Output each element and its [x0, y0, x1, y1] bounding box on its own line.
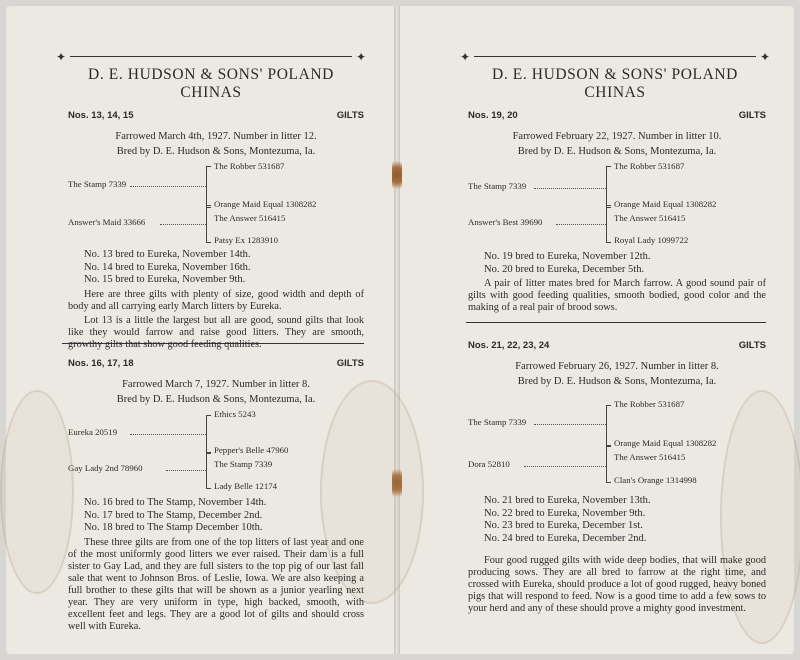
sire: The Stamp 7339 — [68, 179, 127, 189]
dam: Dora 52810 — [468, 459, 510, 469]
breeding-list — [68, 249, 364, 287]
breeding-line: No. 14 bred to Eureka, November 16th. — [84, 261, 251, 273]
breeding-list — [468, 251, 766, 276]
breeding-line: No. 24 bred to Eureka, December 2nd. — [484, 532, 647, 544]
dam-dam: Lady Belle 12174 — [214, 481, 278, 491]
dam: Answer's Maid 33666 — [68, 217, 146, 227]
page-title: D. E. HUDSON & SONS' POLAND CHINAS — [492, 66, 738, 101]
description: Four good rugged gilts with wide deep bodies, that will make good producing sows. They are all bred to farrow at the right time, and crossed with Eureka, should produce a lot of good rugged, heavy boned pigs that will respond to feed. Now is a good time to add a few sows to your herd and any of these should prove a mighty good investment. — [468, 555, 766, 614]
description: Lot 13 is a little the largest but all are good, sound gilts that look like they would farrow and raise good litters. They are smooth, growthy gilts that show good feeding qualities. — [68, 314, 364, 350]
breeding-line: No. 15 bred to Eureka, November 9th. — [84, 274, 246, 285]
breeding-line: No. 22 bred to Eureka, November 9th. — [484, 507, 646, 519]
sire-dam: Orange Maid Equal 1308282 — [614, 438, 717, 448]
breeding-line: No. 16 bred to The Stamp, November 14th. — [84, 497, 267, 508]
lot-kind: GILTS — [336, 358, 364, 369]
dam-dam: Patsy Ex 1283910 — [214, 235, 279, 245]
lot-numbers: Nos. 19, 20 — [468, 110, 518, 121]
breeder-info: Bred by D. E. Hudson & Sons, Montezuma, Ia. — [517, 146, 717, 157]
left-page-content — [6, 0, 394, 660]
dam: Answer's Best 39690 — [468, 217, 543, 227]
lot-section — [68, 110, 364, 351]
lot-numbers: Nos. 13, 14, 15 — [68, 110, 134, 121]
breeding-line: No. 17 bred to The Stamp, December 2nd. — [84, 509, 263, 521]
breeding-list — [468, 495, 766, 545]
breeding-line: No. 18 bred to The Stamp December 10th. — [84, 522, 263, 533]
breeding-line: No. 13 bred to Eureka, November 14th. — [84, 249, 251, 260]
breeding-line: No. 19 bred to Eureka, November 12th. — [484, 251, 651, 262]
ornament-rule — [460, 50, 770, 64]
lot-section — [468, 340, 766, 615]
breeding-line: No. 20 bred to Eureka, December 5th. — [484, 263, 645, 275]
section-divider — [62, 343, 364, 344]
lot-section — [468, 110, 766, 314]
lot-numbers: Nos. 16, 17, 18 — [68, 358, 134, 369]
ornament-icon: ✦ — [460, 50, 471, 64]
description: These three gilts are from one of the top litters of last year and one of the most uniformly good litters we ever raised. Their dam is a full sister to Gay Lad, and they are full sisters to the top pig of our last fall sale that went to Johnson Bros. of Leslie, Iowa. We are also keeping a full brother to these gilts that will be shown as a junior yearling next year. They are very uniform in type, high backed, smooth, with excellent feet and legs. They are a good lot of gilts and should cross well with Eureka. — [68, 536, 364, 632]
farrow-info: Farrowed February 22, 1927. Number in litter 10. — [512, 131, 722, 142]
sire: Eureka 20519 — [68, 427, 118, 437]
section-divider — [466, 322, 766, 323]
description: Here are three gilts with plenty of size, good width and depth of body and all carrying early March litters by Eureka. — [68, 288, 364, 312]
sire: The Stamp 7339 — [468, 181, 527, 191]
right-page-content — [400, 0, 794, 660]
ornament-icon: ✦ — [355, 50, 366, 64]
ornament-icon: ✦ — [56, 50, 67, 64]
lot-numbers: Nos. 21, 22, 23, 24 — [468, 340, 550, 351]
sire-dam: Pepper's Belle 47960 — [214, 445, 289, 455]
breeding-line: No. 21 bred to Eureka, November 13th. — [484, 495, 651, 506]
breeding-line: No. 23 bred to Eureka, December 1st. — [484, 520, 643, 531]
pedigree — [68, 161, 364, 245]
lot-kind: GILTS — [738, 110, 766, 121]
breeder-info: Bred by D. E. Hudson & Sons, Montezuma, Ia. — [116, 394, 316, 405]
breeder-info: Bred by D. E. Hudson & Sons, Montezuma, Ia. — [517, 376, 717, 387]
lot-section — [68, 358, 364, 633]
sire-sire: The Robber 531687 — [614, 399, 685, 409]
lot-kind: GILTS — [738, 340, 766, 351]
farrow-info: Farrowed March 7, 1927. Number in litter 8. — [122, 379, 310, 390]
dam-dam: Clan's Orange 1314998 — [614, 475, 697, 485]
dam-sire: The Answer 516415 — [614, 452, 686, 462]
sire-sire: The Robber 531687 — [614, 161, 685, 171]
dam-sire: The Stamp 7339 — [214, 459, 273, 469]
dam-sire: The Answer 516415 — [614, 213, 686, 223]
dam: Gay Lady 2nd 78960 — [68, 463, 143, 473]
pedigree — [468, 161, 766, 245]
lot-kind: GILTS — [336, 110, 364, 121]
page-title: D. E. HUDSON & SONS' POLAND CHINAS — [88, 66, 334, 101]
description: A pair of litter mates bred for March farrow. A good sound pair of gilts with good feeding qualities, smooth bodied, good color and the making of a real pair of brood sows. — [468, 278, 766, 313]
ornament-rule — [56, 50, 366, 64]
pedigree — [68, 409, 364, 491]
sire: The Stamp 7339 — [468, 417, 527, 427]
sire-dam: Orange Maid Equal 1308282 — [214, 199, 317, 209]
farrow-info: Farrowed March 4th, 1927. Number in litter 12. — [115, 131, 317, 142]
pedigree — [468, 399, 766, 485]
ornament-icon: ✦ — [759, 50, 770, 64]
sire-sire: The Robber 531687 — [214, 161, 285, 171]
sire-dam: Orange Maid Equal 1308282 — [614, 199, 717, 209]
farrow-info: Farrowed February 26, 1927. Number in litter 8. — [515, 361, 719, 372]
sire-sire: Ethics 5243 — [214, 409, 256, 419]
breeder-info: Bred by D. E. Hudson & Sons, Montezuma, Ia. — [116, 146, 316, 157]
breeding-list — [68, 497, 364, 535]
dam-sire: The Answer 516415 — [214, 213, 286, 223]
dam-dam: Royal Lady 1099722 — [614, 235, 689, 245]
